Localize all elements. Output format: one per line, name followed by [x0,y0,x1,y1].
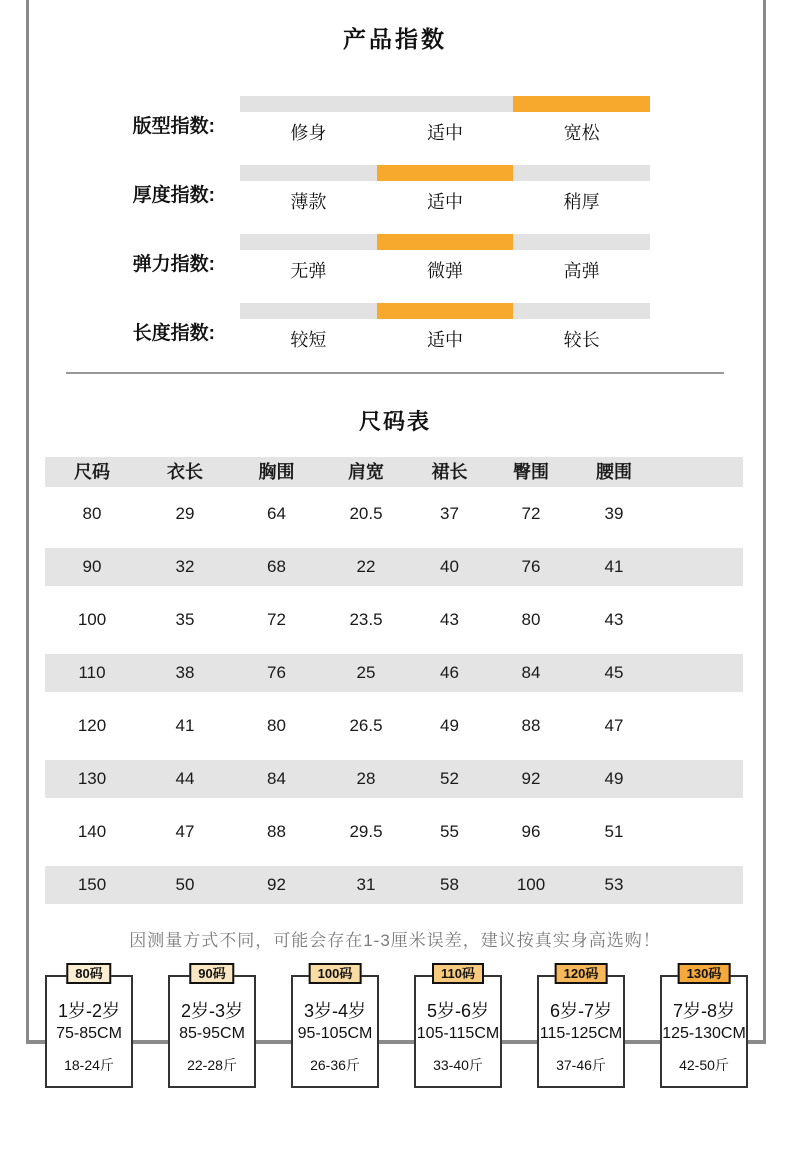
size-card-age: 2岁-3岁 [180,1001,243,1021]
size-table-header-cell: 臀围 [513,462,549,482]
size-table-cell: 37 [440,504,459,523]
index-bar-segment-active [377,303,514,319]
size-table-cell: 80 [521,610,541,629]
index-bar-segment [513,234,650,250]
size-card-age: 6岁-7岁 [549,1001,612,1021]
size-table-cell: 47 [175,822,195,841]
index-option-label: 适中 [427,123,463,143]
size-card-tab: 100码 [309,963,362,984]
index-option-label: 适中 [427,192,463,212]
size-card-height: 115-125CM [539,1025,623,1042]
size-table-header-cell: 尺码 [74,462,110,482]
index-bar-segment [240,165,377,181]
size-card-box [45,975,133,1088]
size-table-cell: 68 [267,557,286,576]
size-card-tab: 130码 [678,963,731,984]
size-card-height: 105-115CM [416,1025,500,1042]
size-table-cell: 130 [77,769,107,788]
section-divider [66,372,724,374]
product-index-rows [0,96,790,372]
size-table-cell: 43 [604,610,624,629]
size-table-row [45,593,743,646]
size-table-cell: 50 [175,875,195,894]
size-card [45,963,133,1088]
size-table [45,457,743,911]
product-index-row [0,96,790,165]
size-table-cell: 80 [82,504,102,523]
size-table-cell: 29.5 [349,822,383,841]
size-table-cell: 49 [440,716,459,735]
size-table-header-cell: 衣长 [167,462,203,482]
size-table-cell: 26.5 [349,716,383,735]
product-index-row [0,165,790,234]
index-option-label: 稍厚 [563,192,600,212]
size-table-cell: 84 [521,663,541,682]
size-table-header-cell: 胸围 [258,462,295,482]
size-card-weight: 26-36斤 [310,1057,360,1073]
size-table-cell: 51 [604,822,624,841]
index-option-label: 宽松 [563,123,600,143]
product-index-row [0,303,790,372]
index-option-label: 高弹 [563,261,600,281]
size-table-cell: 43 [440,610,459,629]
size-table-cell: 64 [267,504,286,523]
size-table-cell: 58 [440,875,459,894]
size-table-cell: 32 [175,557,195,576]
size-table-cell: 90 [82,557,102,576]
size-table-row [45,646,743,699]
size-table-cell: 31 [356,875,376,894]
size-table-cell: 52 [440,769,459,788]
index-bar-segment-active [377,234,514,250]
size-table-body [45,487,743,911]
size-card-weight: 33-40斤 [433,1057,483,1073]
index-bar [240,234,650,250]
size-table-cell: 41 [604,557,624,576]
size-table-cell: 35 [175,610,195,629]
size-card-weight: 42-50斤 [679,1057,729,1073]
index-bar-segment [377,96,514,112]
index-bar-segment [513,303,650,319]
size-table-header-row [45,457,743,487]
size-table-cell: 29 [175,504,195,523]
size-table-cell: 47 [604,716,624,735]
size-card-tab: 90码 [189,963,234,984]
size-table-cell: 28 [356,769,376,788]
index-bar-segment-active [377,165,514,181]
size-card-age: 5岁-6岁 [426,1001,489,1021]
size-card-weight: 22-28斤 [187,1057,237,1073]
size-table-cell: 110 [78,663,106,682]
size-table-cell: 44 [175,769,195,788]
size-card [414,963,502,1088]
size-table-cell: 96 [521,822,541,841]
size-table-cell: 72 [267,610,286,629]
size-card-weight: 37-46斤 [556,1057,606,1073]
size-card-height: 125-130CM [662,1025,746,1042]
size-card-weight: 18-24斤 [64,1057,114,1073]
size-table-cell: 23.5 [349,610,383,629]
size-table-cell: 45 [604,663,624,682]
size-table-row [45,540,743,593]
size-table-header-cell: 腰围 [596,462,632,482]
size-card-tab: 80码 [66,963,111,984]
index-option-label: 无弹 [290,261,327,281]
index-option-label: 微弹 [427,261,463,281]
size-table-cell: 41 [175,716,195,735]
measurement-note: 因测量方式不同，可能会存在1-3厘米误差，建议按真实身高选购！ [129,931,661,950]
index-bar [240,303,650,319]
size-card-age: 1岁-2岁 [57,1001,120,1021]
index-option-label: 较长 [563,330,600,350]
size-card-box [168,975,256,1088]
size-table-cell: 40 [440,557,459,576]
size-table-cell: 84 [267,769,286,788]
size-table-cell: 120 [77,716,107,735]
index-bar-segment [240,234,377,250]
size-table-header-cell: 裙长 [431,462,468,482]
size-card [537,963,625,1088]
size-card-age: 7岁-8岁 [672,1001,735,1021]
index-bar [240,165,650,181]
index-row-caption: 长度指数: [132,323,215,344]
index-row-caption: 版型指数: [132,116,215,137]
size-table-header-cell: 肩宽 [348,462,384,482]
index-bar-segment [240,303,377,319]
size-card-height: 85-95CM [179,1025,245,1042]
product-index-title: 产品指数 [343,26,447,52]
size-table-cell: 140 [77,822,107,841]
size-table-row [45,858,743,911]
size-card-box [291,975,379,1088]
size-table-cell: 53 [604,875,624,894]
size-card [168,963,256,1088]
product-index-row [0,234,790,303]
size-card [660,963,748,1088]
size-table-cell: 88 [521,716,541,735]
size-card-height: 95-105CM [297,1025,373,1042]
size-card-tab: 120码 [555,963,608,984]
size-chart-title: 尺码表 [358,409,431,434]
size-table-cell: 72 [521,504,541,523]
index-row-caption: 厚度指数: [132,185,215,206]
size-table-cell: 80 [267,716,286,735]
size-table-cell: 39 [604,504,624,523]
size-table-cell: 150 [77,875,107,894]
index-bar-segment [240,96,377,112]
size-card-box [660,975,748,1088]
size-table-cell: 100 [516,875,546,894]
index-labels [240,188,650,214]
size-table-cell: 76 [521,557,541,576]
size-table-cell: 38 [175,663,195,682]
index-bar-segment-active [513,96,650,112]
size-card-tab: 110码 [432,963,484,984]
size-table-cell: 92 [521,769,541,788]
size-table-cell: 92 [267,875,286,894]
size-table-cell: 20.5 [349,504,383,523]
size-table-cell: 88 [267,822,286,841]
index-option-label: 适中 [427,330,463,350]
size-table-row [45,699,743,752]
size-cards [45,963,748,1088]
size-table-cell: 25 [356,663,376,682]
index-bar [240,96,650,112]
size-table-row [45,487,743,540]
index-labels [240,119,650,145]
size-table-cell: 100 [77,610,107,629]
size-table-cell: 49 [604,769,624,788]
size-table-row [45,805,743,858]
size-card [291,963,379,1088]
size-card-box [414,975,502,1088]
size-table-cell: 46 [440,663,459,682]
index-bar-segment [513,165,650,181]
index-option-label: 修身 [290,123,327,143]
index-option-label: 较短 [290,330,327,350]
size-table-cell: 22 [356,557,376,576]
index-row-caption: 弹力指数: [132,254,215,275]
size-card-height: 75-85CM [56,1025,122,1042]
size-card-box [537,975,625,1088]
index-labels [240,257,650,283]
size-card-age: 3岁-4岁 [303,1001,366,1021]
size-table-cell: 76 [267,663,286,682]
size-table-cell: 55 [440,822,459,841]
index-labels [240,326,650,352]
index-option-label: 薄款 [290,192,327,212]
size-table-row [45,752,743,805]
